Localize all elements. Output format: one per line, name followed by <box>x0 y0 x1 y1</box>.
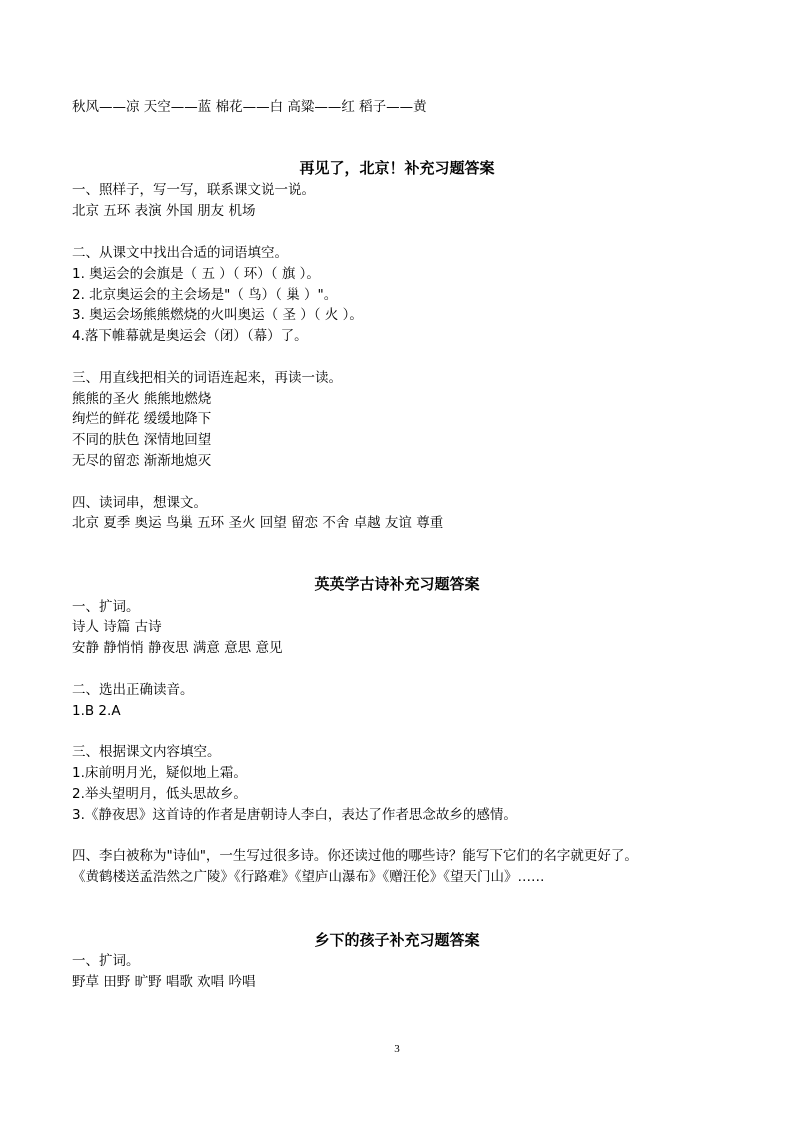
text-line: 二、从课文中找出合适的词语填空。 <box>72 245 288 261</box>
text-line: 2.举头望明月，低头思故乡。 <box>72 786 247 802</box>
section-title: 乡下的孩子补充习题答案 <box>314 931 480 949</box>
text-line: 熊熊的圣火 熊熊地燃烧 <box>72 391 212 407</box>
text-line: 野草 田野 旷野 唱歌 欢唱 吟唱 <box>72 974 256 990</box>
text-line: 一、扩词。 <box>72 953 140 969</box>
text-line: 3.《静夜思》这首诗的作者是唐朝诗人李白，表达了作者思念故乡的感情。 <box>72 807 517 823</box>
section-title: 英英学古诗补充习题答案 <box>314 575 480 593</box>
text-line: 一、照样子，写一写，联系课文说一说。 <box>72 182 315 198</box>
text-line: 三、用直线把相关的词语连起来，再读一读。 <box>72 370 342 386</box>
text-line: 3. 奥运会场熊熊燃烧的火叫奥运（ 圣 ）（ 火 ）。 <box>72 307 363 323</box>
text-line: 2. 北京奥运会的主会场是"（ 鸟）（ 巢 ）"。 <box>72 287 338 303</box>
text-line: 二、选出正确读音。 <box>72 682 194 698</box>
text-line: 一、扩词。 <box>72 599 140 615</box>
text-line: 四、读词串，想课文。 <box>72 495 207 511</box>
top-line: 秋风——凉 天空——蓝 棉花——白 高粱——红 稻子——黄 <box>72 99 427 115</box>
text-line: 1. 奥运会的会旗是（ 五 ）（ 环）（ 旗 ）。 <box>72 266 320 282</box>
text-line: 安静 静悄悄 静夜思 满意 意思 意见 <box>72 640 283 656</box>
text-line: 1.床前明月光，疑似地上霜。 <box>72 765 247 781</box>
text-line: 三、根据课文内容填空。 <box>72 744 221 760</box>
text-line: 北京 夏季 奥运 鸟巢 五环 圣火 回望 留恋 不舍 卓越 友谊 尊重 <box>72 515 444 531</box>
text-line: 诗人 诗篇 古诗 <box>72 619 162 635</box>
text-line: 四、李白被称为"诗仙"，一生写过很多诗。你还读过他的哪些诗？能写下它们的名字就更好了。 <box>72 848 638 864</box>
text-line: 《黄鹤楼送孟浩然之广陵》《行路难》《望庐山瀑布》《赠汪伦》《望天门山》…… <box>72 869 545 885</box>
text-line: 1.B 2.A <box>72 703 121 719</box>
text-line: 4.落下帷幕就是奥运会（闭）（幕）了。 <box>72 328 308 344</box>
section-title: 再见了，北京！补充习题答案 <box>299 159 495 177</box>
text-line: 不同的肤色 深情地回望 <box>72 432 212 448</box>
text-line: 绚烂的鲜花 缓缓地降下 <box>72 411 212 427</box>
page-number: 3 <box>394 1043 400 1055</box>
text-line: 北京 五环 表演 外国 朋友 机场 <box>72 203 256 219</box>
text-line: 无尽的留恋 渐渐地熄灭 <box>72 453 212 469</box>
